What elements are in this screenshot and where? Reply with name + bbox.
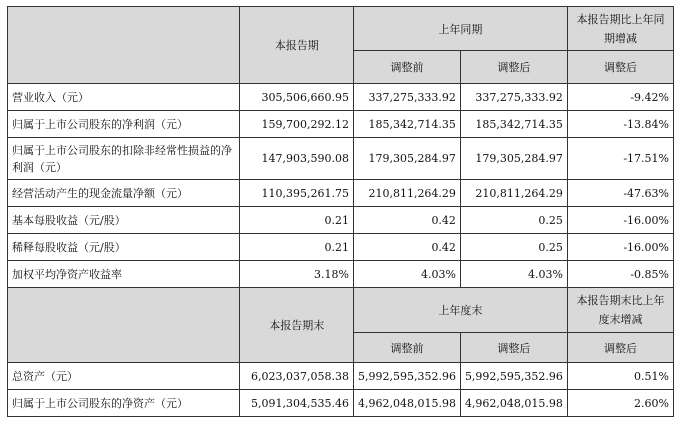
row-after: 4,962,048,015.98 (460, 390, 567, 417)
row-after: 185,342,714.35 (460, 111, 567, 138)
header-current-period-end: 本报告期末 (240, 288, 354, 363)
row-label: 稀释每股收益（元/股） (8, 234, 240, 261)
row-after: 5,992,595,352.96 (460, 363, 567, 390)
row-change: -17.51% (567, 138, 673, 180)
header-blank-cell (8, 288, 240, 363)
row-current: 5,091,304,535.46 (240, 390, 354, 417)
header-before-adjust: 调整前 (353, 333, 460, 363)
row-label: 基本每股收益（元/股） (8, 207, 240, 234)
row-change: -9.42% (567, 84, 673, 111)
row-change: -16.00% (567, 207, 673, 234)
row-label: 归属于上市公司股东的扣除非经常性损益的净利润（元） (8, 138, 240, 180)
row-current: 3.18% (240, 261, 354, 288)
table-row (8, 84, 674, 111)
header-row (8, 7, 674, 51)
row-change: -0.85% (567, 261, 673, 288)
header-row (8, 288, 674, 333)
row-before: 0.42 (353, 207, 460, 234)
table-row (8, 207, 674, 234)
row-change: 0.51% (567, 363, 673, 390)
header-after-adjust: 调整后 (460, 51, 567, 84)
row-before: 0.42 (353, 234, 460, 261)
row-before: 185,342,714.35 (353, 111, 460, 138)
header-change-adjusted: 调整后 (567, 333, 673, 363)
row-change: -16.00% (567, 234, 673, 261)
table-row (8, 111, 674, 138)
table-row (8, 363, 674, 390)
row-label: 归属于上市公司股东的净资产（元） (8, 390, 240, 417)
header-before-adjust: 调整前 (353, 51, 460, 84)
row-current: 159,700,292.12 (240, 111, 354, 138)
row-change: -47.63% (567, 180, 673, 207)
row-before: 4.03% (353, 261, 460, 288)
header-change: 本报告期比上年同期增减 (567, 7, 673, 51)
row-before: 179,305,284.97 (353, 138, 460, 180)
table-row (8, 261, 674, 288)
row-after: 0.25 (460, 234, 567, 261)
row-current: 305,506,660.95 (240, 84, 354, 111)
table-row (8, 390, 674, 417)
row-change: -13.84% (567, 111, 673, 138)
row-after: 337,275,333.92 (460, 84, 567, 111)
row-current: 0.21 (240, 207, 354, 234)
row-before: 210,811,264.29 (353, 180, 460, 207)
row-after: 4.03% (460, 261, 567, 288)
row-before: 337,275,333.92 (353, 84, 460, 111)
row-label: 总资产（元） (8, 363, 240, 390)
table-row (8, 180, 674, 207)
financial-summary-table (7, 6, 674, 417)
header-prior-year-end: 上年度末 (353, 288, 567, 333)
row-after: 179,305,284.97 (460, 138, 567, 180)
header-prior-period: 上年同期 (353, 7, 567, 51)
header-blank-cell (8, 7, 240, 84)
table-row (8, 138, 674, 180)
row-before: 4,962,048,015.98 (353, 390, 460, 417)
row-label: 营业收入（元） (8, 84, 240, 111)
table-row (8, 234, 674, 261)
row-current: 147,903,590.08 (240, 138, 354, 180)
row-label: 经营活动产生的现金流量净额（元） (8, 180, 240, 207)
row-change: 2.60% (567, 390, 673, 417)
header-current-period: 本报告期 (240, 7, 354, 84)
row-before: 5,992,595,352.96 (353, 363, 460, 390)
row-after: 0.25 (460, 207, 567, 234)
row-label: 加权平均净资产收益率 (8, 261, 240, 288)
header-after-adjust: 调整后 (460, 333, 567, 363)
row-current: 0.21 (240, 234, 354, 261)
row-after: 210,811,264.29 (460, 180, 567, 207)
row-current: 6,023,037,058.38 (240, 363, 354, 390)
header-change-adjusted: 调整后 (567, 51, 673, 84)
row-current: 110,395,261.75 (240, 180, 354, 207)
row-label: 归属于上市公司股东的净利润（元） (8, 111, 240, 138)
header-change: 本报告期末比上年度末增减 (567, 288, 673, 333)
